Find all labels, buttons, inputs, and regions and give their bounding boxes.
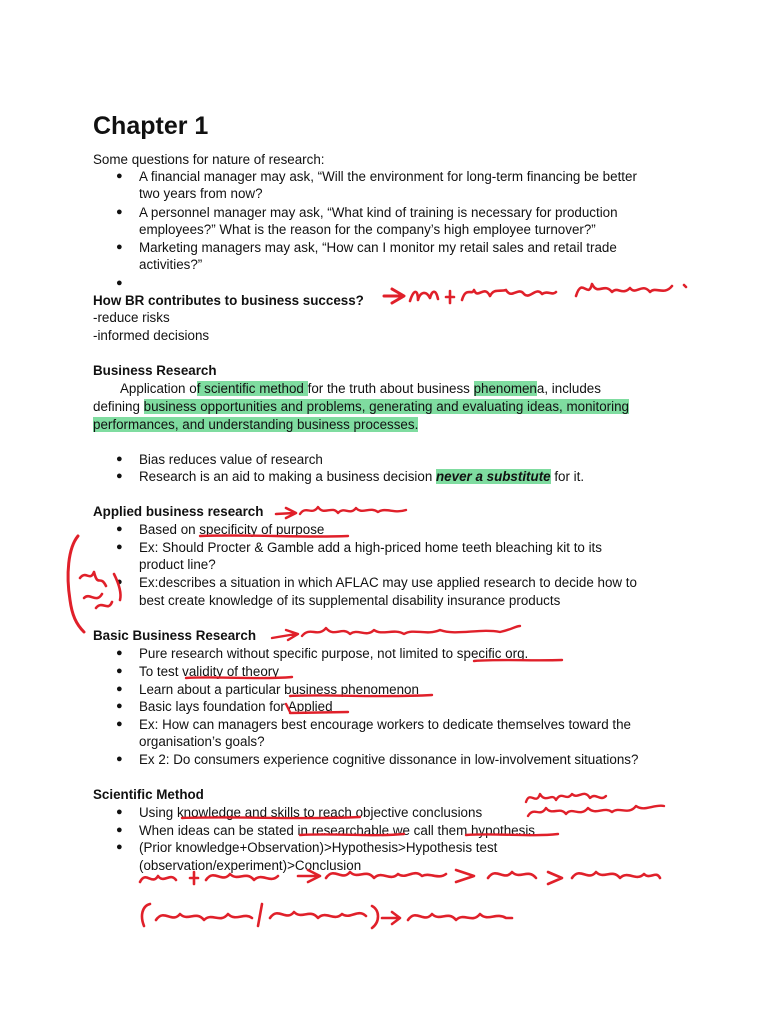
business-research-bullet-2: Research is an aid to making a business decision never a substitute for it. (139, 469, 585, 484)
bullet-glyph: ● (116, 665, 123, 677)
bullet-glyph: ● (116, 241, 123, 253)
ink-note-process-flow (140, 870, 660, 928)
bullet-glyph: ● (116, 806, 123, 818)
br-success-heading: How BR contributes to business success? (93, 293, 364, 308)
bullet-glyph: ● (116, 523, 123, 535)
basic-bullet-6: Ex 2: Do consumers experience cognitive dissonance in low-involvement situations? (139, 752, 639, 767)
page-title: Chapter 1 (93, 112, 209, 140)
bullet-glyph: ● (116, 700, 123, 712)
intro-bullet-1-line-1: A financial manager may ask, “Will the environment for long-term financing be better (139, 169, 637, 184)
bullet-glyph: ● (116, 753, 123, 765)
bullet-glyph: ● (116, 683, 123, 695)
bullet-glyph: ● (116, 541, 123, 553)
bullet-glyph: ● (116, 576, 123, 588)
business-research-heading: Business Research (93, 363, 217, 378)
basic-heading: Basic Business Research (93, 628, 257, 643)
bullet-glyph: ● (116, 470, 123, 482)
bullet-glyph: ● (116, 277, 123, 289)
br-success-line-2: -informed decisions (93, 328, 210, 343)
bullet-glyph: ● (116, 824, 123, 836)
scientific-bullet-1: Using knowledge and skills to reach objective conclusions (139, 805, 483, 820)
business-research-paragraph-line-1: Application of scientific method for the truth about business phenomena, includes (120, 381, 601, 396)
bullet-glyph: ● (116, 718, 123, 730)
br-success-line-1: -reduce risks (93, 310, 170, 325)
bullet-glyph: ● (116, 453, 123, 465)
basic-bullet-1: Pure research without specific purpose, not limited to specific org. (139, 646, 529, 661)
scientific-bullet-2: When ideas can be stated in researchable we call them hypothesis (139, 823, 535, 838)
basic-bullet-3: Learn about a particular business phenomenon (139, 682, 419, 697)
bullet-glyph: ● (116, 206, 123, 218)
applied-heading: Applied business research (93, 504, 264, 519)
basic-bullet-5-line-1: Ex: How can managers best encourage workers to dedicate themselves toward the (139, 717, 631, 732)
intro-bullet-3-line-2: activities?” (139, 257, 203, 272)
business-research-bullet-1: Bias reduces value of research (139, 452, 323, 467)
applied-bullet-2-line-1: Ex: Should Procter & Gamble add a high-priced home teeth bleaching kit to its (139, 540, 602, 555)
bullet-glyph: ● (116, 170, 123, 182)
basic-bullet-2: To test validity of theory (139, 664, 279, 679)
ink-arrow-risk-informed-decisions (384, 284, 686, 303)
applied-bullet-2-line-2: product line? (139, 557, 216, 572)
business-research-paragraph-line-3: performances, and understanding business processes. (93, 417, 419, 432)
bullet-glyph: ● (116, 647, 123, 659)
basic-bullet-4: Basic lays foundation for Applied (139, 699, 333, 714)
intro-bullet-2-line-1: A personnel manager may ask, “What kind of training is necessary for production (139, 205, 618, 220)
ink-bracket-left (68, 536, 120, 632)
applied-bullet-3-line-1: Ex:describes a situation in which AFLAC may use applied research to decide how to (139, 575, 637, 590)
scientific-bullet-3-line-1: (Prior knowledge+Observation)>Hypothesis>Hypothesis test (139, 840, 498, 855)
scientific-heading: Scientific Method (93, 787, 204, 802)
basic-bullet-5-line-2: organisation’s goals? (139, 734, 265, 749)
scientific-bullet-3-line-2: (observation/experiment)>Conclusion (139, 858, 362, 873)
business-research-paragraph-line-2: defining business opportunities and problems, generating and evaluating ideas, monitoring (93, 399, 629, 414)
intro-bullet-3-line-1: Marketing managers may ask, “How can I monitor my retail sales and retail trade (139, 240, 617, 255)
applied-bullet-1: Based on specificity of purpose (139, 522, 325, 537)
intro-bullet-2-line-2: employees?” What is the reason for the company’s high employee turnover?” (139, 222, 596, 237)
intro-text: Some questions for nature of research: (93, 152, 325, 167)
applied-bullet-3-line-2: best create knowledge of its supplemental disability insurance products (139, 593, 561, 608)
intro-bullet-1-line-2: two years from now? (139, 186, 263, 201)
bullet-glyph: ● (116, 841, 123, 853)
